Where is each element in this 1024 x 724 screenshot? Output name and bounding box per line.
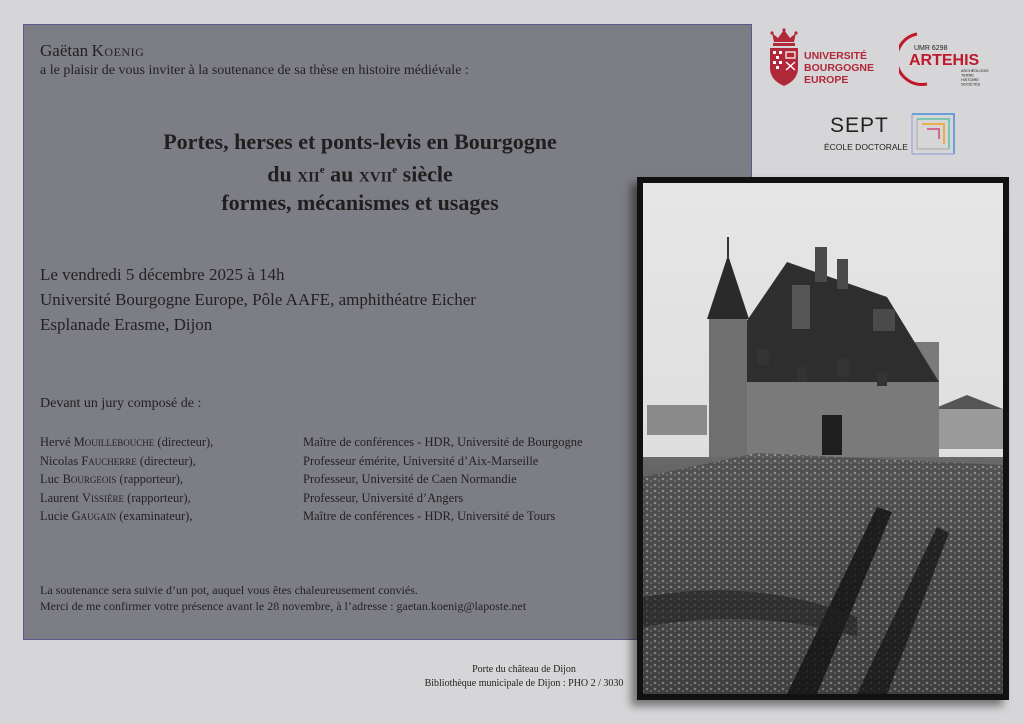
thesis-title-line2 <box>60 156 660 188</box>
first-name: Luc <box>40 472 63 487</box>
century-end-sup: e <box>392 164 398 176</box>
jury-role: (examinateur), <box>116 509 193 524</box>
rsvp-note: Merci de me confirmer votre présence avant le 28 novembre, à l’adresse : gaetan.koenig@laposte.net <box>40 599 527 613</box>
jury-role: (directeur), <box>154 435 214 449</box>
first-name: Laurent <box>40 490 82 505</box>
artehis-mark-icon <box>899 28 1009 90</box>
event-details <box>40 262 476 337</box>
chateau-gate-image <box>637 177 1009 700</box>
jury-member-position: Maître de conférences - HDR, Université de Tours <box>303 509 556 524</box>
artehis-sub3: HISTOIRE <box>961 78 979 82</box>
last-name: Mouillebouche <box>73 435 155 449</box>
last-name: Gaugain <box>71 509 117 524</box>
invitation-header <box>40 42 469 80</box>
jury-member-name <box>40 470 183 489</box>
first-name: Hervé <box>40 435 74 449</box>
artehis-sub2: TERRE <box>961 73 974 78</box>
jury-member-position: Professeur, Université d’Angers <box>303 490 464 505</box>
ube-line2: BOURGOGNE <box>804 62 875 74</box>
sept-subtitle: ÉCOLE DOCTORALE <box>824 142 908 152</box>
sept-title: SEPT <box>830 114 889 137</box>
thesis-title <box>60 127 660 217</box>
author-first-name: Gaëtan <box>40 41 89 60</box>
title-from: du <box>267 161 298 187</box>
jury-role: (rapporteur), <box>124 490 191 505</box>
artehis-logo <box>899 28 1009 90</box>
jury-member-name <box>40 507 192 526</box>
caption-title: Porte du château de Dijon <box>472 664 576 675</box>
event-address: Esplanade Erasme, Dijon <box>40 315 213 334</box>
artehis-sub1: ARCHÉOLOGIE <box>961 69 989 73</box>
photo-caption <box>414 663 634 691</box>
title-century: siècle <box>397 161 453 187</box>
jury-role: (directeur), <box>136 453 196 468</box>
universite-bourgogne-europe-logo <box>766 28 886 90</box>
event-place: Université Bourgogne Europe, Pôle AAFE, amphithéatre Eicher <box>40 290 476 309</box>
author-name <box>40 42 469 62</box>
crown-shield-icon <box>766 28 802 88</box>
jury-role: (rapporteur), <box>116 472 184 487</box>
jury-member-name <box>40 433 213 452</box>
jury-member-name <box>40 452 196 471</box>
chateau-photo <box>637 177 1009 700</box>
thesis-title-line1: Portes, herses et ponts-levis en Bourgogne <box>163 129 557 154</box>
invitation-line: a le plaisir de vous inviter à la soutenance de sa thèse en histoire médiévale : <box>40 63 469 78</box>
reception-note: La soutenance sera suivie d’un pot, auquel vous êtes chaleureusement conviés. <box>40 583 418 597</box>
ube-wordmark <box>804 50 874 86</box>
artehis-name: ARTEHIS <box>909 52 980 69</box>
artehis-code: UMR 6298 <box>914 45 948 52</box>
last-name: Bourgeois <box>62 472 117 487</box>
first-name: Nicolas <box>40 453 82 468</box>
last-name: Vissière <box>82 490 125 505</box>
event-date: Le vendredi 5 décembre 2025 à 14h <box>40 265 285 284</box>
century-end: xvii <box>358 161 393 187</box>
jury-member-name <box>40 489 191 508</box>
footer-note <box>40 582 526 614</box>
artehis-sub4: SOCIÉTÉS <box>961 82 981 87</box>
caption-source: Bibliothèque municipale de Dijon : PHO 2 / 3030 <box>424 678 624 689</box>
thesis-title-line3: formes, mécanismes et usages <box>221 190 499 216</box>
author-last-name: Koenig <box>91 41 145 60</box>
century-start: xii <box>297 161 320 187</box>
first-name: Lucie <box>40 509 72 524</box>
jury-member-position: Professeur, Université de Caen Normandie <box>303 472 517 487</box>
jury-heading: Devant un jury composé de : <box>40 396 202 411</box>
sept-ecole-doctorale-logo <box>824 110 959 158</box>
century-start-sup: e <box>319 164 325 176</box>
ube-line1: UNIVERSITÉ <box>804 50 868 62</box>
jury-member-position: Maître de conférences - HDR, Université de Bourgogne <box>303 435 583 449</box>
nested-squares-icon <box>910 112 956 156</box>
jury-member-position: Professeur émérite, Université d’Aix-Marseille <box>303 453 539 468</box>
ube-line3: EUROPE <box>804 74 849 86</box>
last-name: Faucherre <box>81 453 137 468</box>
title-to: au <box>324 161 359 187</box>
